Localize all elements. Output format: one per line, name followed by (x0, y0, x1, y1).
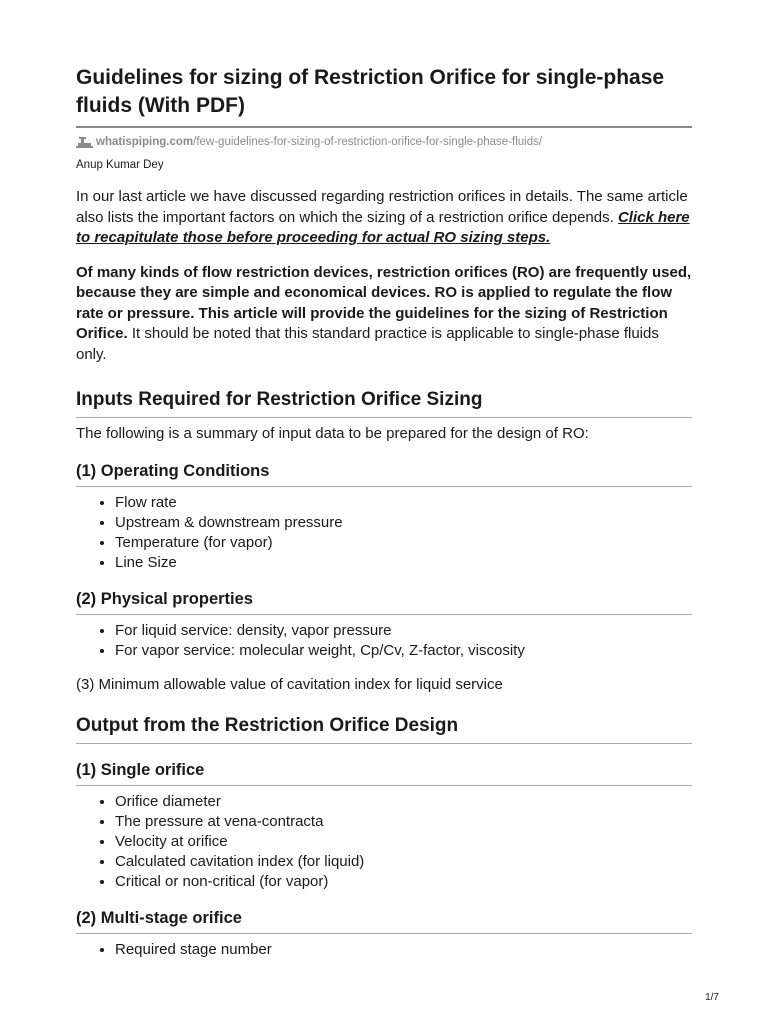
multi-stage-orifice-heading: (2) Multi-stage orifice (76, 909, 242, 927)
multi-stage-orifice-divider (76, 933, 692, 934)
page-number: 1/7 (705, 992, 719, 1003)
physical-properties-list (76, 621, 692, 661)
physical-properties-divider (76, 614, 692, 615)
list-item: • For liquid service: density, vapor pressure (115, 621, 692, 641)
overview-bold-text: Of many kinds of flow restriction devices, restriction orifices (RO) are frequently used, because they are simple and economical devices. RO is applied to regulate the flow rate or pressure. This article will provide the guidelines for the sizing of Restriction Orifice. (76, 263, 692, 342)
operating-conditions-heading: (1) Operating Conditions (76, 461, 270, 480)
intro-paragraph (76, 187, 692, 249)
physical-properties-heading: (2) Physical properties (76, 589, 253, 608)
outputs-divider (76, 743, 692, 744)
single-orifice-divider (76, 785, 692, 786)
intro-text: In our last article we have discussed regarding restriction orifices in details. The same article also lists the important factors on which the sizing of a restriction orifice depends. (76, 188, 688, 226)
overview-text: It should be noted that this standard practice is applicable to single-phase fluids only. (76, 325, 659, 363)
outputs-heading: Output from the Restriction Orifice Design (76, 715, 459, 736)
list-item: • Temperature (for vapor) (115, 533, 692, 553)
page-title: Guidelines for sizing of Restriction Orifice for single-phase fluids (With PDF) (76, 66, 665, 117)
overview-paragraph (76, 263, 692, 366)
list-item: • Line Size (115, 553, 692, 573)
single-orifice-list (76, 792, 692, 892)
source-path[interactable]: /few-guidelines-for-sizing-of-restriction-orifice-for-single-phase-fluids/ (193, 136, 543, 148)
multi-stage-orifice-list (76, 940, 692, 960)
article (76, 64, 692, 960)
list-item: • Orifice diameter (115, 792, 692, 812)
source-line[interactable] (76, 134, 692, 150)
operating-conditions-divider (76, 486, 692, 487)
inputs-divider (76, 417, 692, 418)
list-item: • Required stage number (115, 940, 692, 960)
list-item: • For vapor service: molecular weight, Cp/Cv, Z-factor, viscosity (115, 641, 692, 661)
source-domain[interactable]: whatispiping.com (96, 136, 194, 148)
author-name: Anup Kumar Dey (76, 159, 164, 171)
operating-conditions-list (76, 493, 692, 573)
title-divider (76, 126, 692, 128)
list-item: • Velocity at orifice (115, 832, 692, 852)
list-item: • Flow rate (115, 493, 692, 513)
single-orifice-heading: (1) Single orifice (76, 761, 205, 779)
list-item: • Critical or non-critical (for vapor) (115, 872, 692, 892)
site-logo-icon (76, 137, 93, 148)
recap-link[interactable]: Click here to recapitulate those before proceeding for actual RO sizing steps. (76, 208, 690, 246)
list-item: • The pressure at vena-contracta (115, 812, 692, 832)
inputs-intro: The following is a summary of input data to be prepared for the design of RO: (76, 425, 589, 442)
list-item: • Upstream & downstream pressure (115, 513, 692, 533)
list-item: • Calculated cavitation index (for liquid) (115, 852, 692, 872)
inputs-heading: Inputs Required for Restriction Orifice Sizing (76, 389, 483, 410)
cavitation-index-note: (3) Minimum allowable value of cavitation index for liquid service (76, 675, 503, 693)
